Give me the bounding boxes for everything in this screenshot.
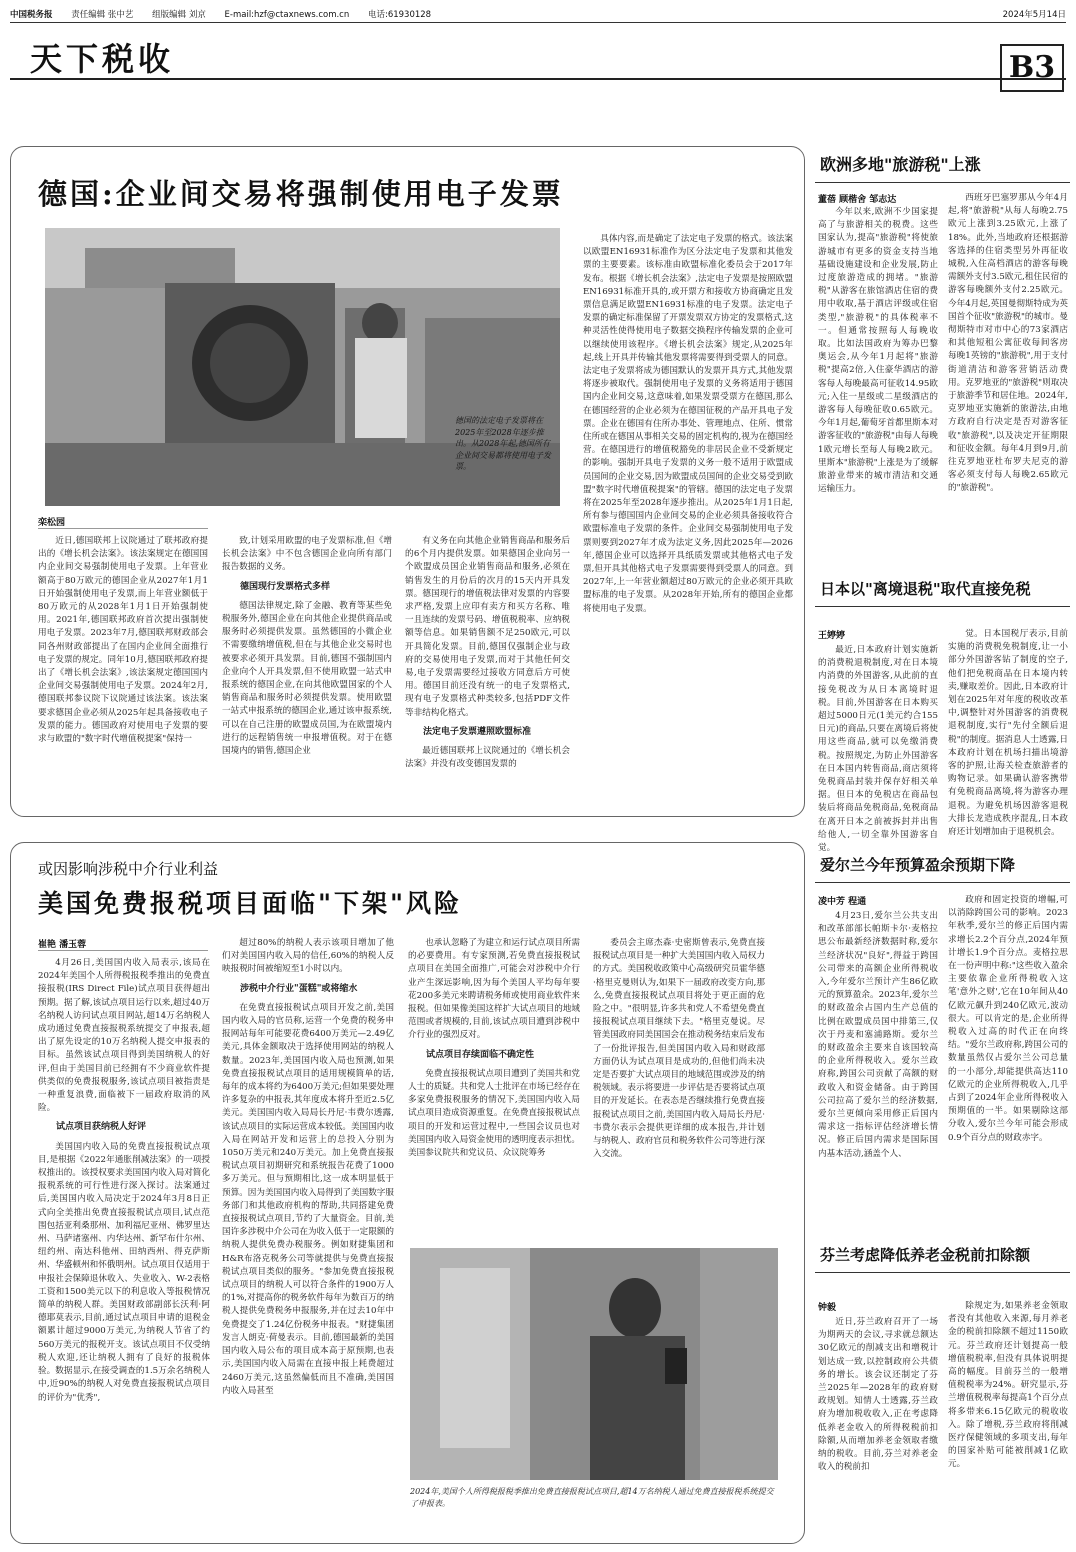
germany-photo-caption: 德国的法定电子发票将在2025年至2028年逐步推出。从2028年起,德国所有企业间交易都将使用电子发票。 [455, 416, 551, 471]
germany-col-2 [222, 535, 392, 805]
germany-byline: 栾松园 [38, 518, 66, 528]
finland-col-1-text: 近日,芬兰政府召开了一场为期两天的会议,寻求就总额达30亿欧元的削减支出和增税计划达成一致,以控制政府公共债务的增长。该会议还制定了芬兰2025年—2028年的政府财政规划。知情人士透露,芬兰政府为增加税收收入,正在考虑降低养老金收入的所得税税前扣除额,从而增加养老金领取者缴纳的税收。目前,芬兰对养老金收入的税前扣 [818, 1317, 938, 1473]
japan-rule [815, 606, 1070, 607]
germany-col-4-text: 具体内容,而是确定了法定电子发票的格式。该法案以欧盟EN16931标准作为区分法定电子发票和其他发票的主要要素。该标准由欧盟标准化委员会于2017年发布。根据《增长机会法案》,法定电子发票是按照欧盟EN16931标准开具的,或开票方和接收方协商确定且发票信息满足欧盟EN16931标准的电子发票。法定电子发票的确定标准保留了开票发票双方协定的发票格式,这种灵活性使得使用电子数据交换程序传输发票的企业可以继续使用该程序。《增长机会法案》规定,从2025年起,线上开具并传输其他发票将需要得到受票人的同意。法定电子发票将成为德国默认的发票开具方式,其他发票将逐步被取代。强制使用电子发票的义务将适用于德国国内企业间交易,这意味着,如果发票受票方在德国,那么在德国经营的企业必须为在德国征税的产品开具电子发票。企业在德国有住所办事处、管理地点、住所、惯常住所或在德国从事相关交易的固定机构的,视为在德国经营。在德国进行的增值税豁免的非居民企业不受新规定的影响。强制开具电子发票的义务一般不适用于欧盟成员国间的企业交易,因为欧盟成员国间的企业交易受到欧盟"数字时代增值税提案"的管辖。德国的法定电子发票将在2025年至2028年逐步推出。从2025年1月1日起,所有参与德国国内企业间交易的企业必须具备接收符合欧盟标准电子发票的条件。企业间交易强制使用电子发票则要到2027年才成为法定义务,因此2025年—2026年,德国企业可以选择开具纸质发票或其他格式电子发票,但开具其他格式电子发票需要得到受票人的同意。到2027年,上一年营业额超过80万欧元的企业必须开具欧盟标准的电子发票。从2028年开始,所有的德国企业都将使用电子发票。 [583, 234, 793, 614]
us-col-2b-text: 在免费直接报税试点项目开发之前,美国国内收入局的官员称,运营一个免费的税务申报网站每年可能要花费6400万美元—2.49亿美元,具体金额取决于选择使用网站的纳税人数量。2023年,美国国内收入局也预测,如果免费直接报税试点项目的适用规模简单的话,每年的成本将约为6400万美元;但如果要处理许多复杂的申报表,其年度成本将升至近2.5亿美元。美国国内收入局局长丹尼·韦费尔透露,该试点项目的实际运营成本较低。美国国内收入局在网站开发和运营上的总投入分别为1050万美元和240万美元。加上免费直接报税试点项目初期研究和系统报告花费了1000多万美元。但与预期相比,这一成本明显低于预算。因为美国国内收入局得到了美国数字服务部门和其他政府机构的帮助,共同搭建免费直接报税试点项目,节约了大量资金。目前,美国许多涉税中介公司在为收入低于一定限额的纳税人提供免费办税服务。例如财捷集团和H&R布洛克税务公司等就提供与免费直接报税试点项目类似的服务。"参加免费直接报税试点项目的纳税人可以符合条件的1900万人的1%,对提高你的税务软件每年为数百万的纳税人提供免费税务申报服务,并在过去10年中免费提交了1.24亿份税务申报表。"财捷集团发言人朗克·荷曼表示。目前,德国最新的美国国内收入局公布的项目成本高于原预期,也表示,美国国内收入局需在直接申报上耗费超过2460万美元,这虽然偏低而且不准确,美国国内收入局甚至 [222, 1002, 394, 1396]
finland-byline: 钟毅 [818, 1303, 837, 1313]
us-col-4-text: 委员会主席杰森·史密斯曾表示,免费直接报税试点项目是一种扩大美国国内收入局权力的方式。美国税收政策中心高级研究员霍华德·格里克曼则认为,如果下一届政府改变方向,那么,免费直接报税试点项目将处于更正面的危险之中。"很明显,许多共和党人不希望免费直接报税试点项目继续下去。"格里克曼说。尽管美国政府同美国国会在推动税务结束后发布了一份批评报告,但美国国内收入局和财政部方面仍认为试点项目是成功的,但他们尚未决定是否要扩大试点项目的地域范围或涉及的纳税领域。表示将要进一步评估是否要将试点项目的开发延长。在表态是否继续推行免费直接报税试点项目之前,美国国内收入局局长丹尼·韦费尔表示会提供更详细的成本报告,并计划与纳税人、政府官员和税务软件公司等进行深入交流。 [593, 938, 765, 1160]
email: E-mail:hzf@ctaxnews.com.cn [224, 10, 350, 20]
us-col-1b-text: 美国国内收入局的免费直接报税试点项目,是根据《2022年通胀削减法案》的一项授权推出的。该授权要求美国国内收入局对简化报税系统的可行性进行深入探讨。法案通过后,美国国内收入局决定于2024年3月8日正式向全美推出免费直接报税试点项目,试点范围包括亚利桑那州、加利福尼亚州、佛罗里达州、马萨诸塞州、内华达州、新罕布什尔州、纽约州、南达科他州、田纳西州、得克萨斯州、华盛顿州和怀俄明州。试点项目仅适用于申报社会保障退休收入、失业收入、W-2表格工资和1500美元以下的利息收入等报税情况简单的纳税人群。美国财政部副部长沃利·阿德耶莫表示,目前,通过试点项目申请的退税金额累计超过9000万美元,为纳税人节省了约560万美元的报税开支。该试点项目不仅受纳税人欢迎,还让纳税人拥有了良好的报税体验。数据显示,在接受调查的1.5万余名纳税人中,近90%的纳税人对免费直接报税试点项目的评价为"优秀", [38, 1141, 210, 1403]
us-col-3-text: 也承认忽略了为建立和运行试点项目所需的必要费用。有专家预测,若免费直接报税试点项目在美国全面推广,可能会对涉税中介行业产生深远影响,因为每个美国人平均每年要花200多美元来聘请税务师或使用商业软件来报税。但如果像美国这样扩大试点项目的地域范围或者规模的,目前,该试点项目遭到涉税中介行业的强烈反对。 [408, 938, 580, 1041]
us-byline-rule [38, 950, 208, 951]
germany-col-1 [38, 535, 208, 805]
ireland-col-2 [948, 894, 1068, 1230]
germany-col-3 [405, 535, 570, 805]
germany-byline-rule [38, 528, 208, 529]
masthead-rule [10, 22, 1066, 23]
germany-headline: 德国:企业间交易将强制使用电子发票 [38, 177, 564, 211]
europe-byline: 董蓓 顾楷舍 邹志达 [818, 195, 897, 205]
japan-col-2 [948, 628, 1068, 844]
germany-col-1-text: 近日,德国联邦上议院通过了联邦政府提出的《增长机会法案》。该法案规定在德国国内企业间交易强制使用电子发票。上年营业额高于80万欧元的德国企业从2027年1月1日开始强制使用电子发票,而上年营业额低于80万欧元的从2028年1月1日开始强制使用。2021年,德国联邦政府首次提出强制使用电子发票。2023年7月,德国联邦财政部会同各州财政部提出了在国内企业间全面推行电子发票的规定。同年10月,德国联邦政府提出了《增长机会法案》,该法案规定德国国内企业间交易强制使用电子发票。2024年2月,德国联邦参议院下议院通过该法案。该法案要求德国企业必须从2025年起具备接收电子发票的能力。德国政府对使用电子发票的要求与欧盟的"数字时代增值税提案"保持一 [38, 536, 208, 745]
us-col-1 [38, 957, 210, 1532]
ireland-rule [815, 882, 1070, 883]
europe-col-2 [948, 192, 1068, 571]
us-col-3 [408, 937, 580, 1237]
germany-col-2-text: 致,计划采用欧盟的电子发票标准,但《增长机会法案》中不包含德国企业向所有部门报告数据的义务。 [222, 536, 392, 573]
layout-editor: 组版编辑 刘京 [152, 10, 206, 20]
germany-subhead-1: 德国现行发票格式多样 [240, 581, 331, 592]
germany-col-2b-text: 德国法律规定,除了金融、教育等某些免税服务外,德国企业在向其他企业提供商品或服务时必须提供发票。虽然德国的小微企业不需要缴纳增值税,但在与其他企业交易时也被要求必须开具发票。目前,德国不强制国内企业向个人开具发票,但不使用欧盟一站式申报系统的德国企业,在向其他欧盟国家的个人销售商品和服务时必须提供发票。使用欧盟一站式申报系统的德国企业,通过该申报系统,可以在自己注册的欧盟成员国,为在欧盟境内进行的远程销售统一申报增值税。对于在德国境内的销售,德国企业 [222, 600, 392, 757]
us-col-2 [222, 937, 394, 1532]
us-col-4 [593, 937, 765, 1237]
ireland-headline: 爱尔兰今年预算盈余预期下降 [820, 856, 1016, 874]
page-code: B3 [1000, 44, 1064, 92]
finland-rule [815, 1272, 1070, 1273]
europe-col-1 [818, 206, 938, 571]
finland-col-1 [818, 1316, 938, 1542]
ireland-col-1-text: 4月23日,爱尔兰公共支出和改革部部长帕斯卡尔·麦格拉思公布最新经济数据时称,爱尔兰经济状况"良好",得益于跨国公司带来的高额企业所得税收入,今年爱尔兰预计产生86亿欧元的预算盈余。2023年,爱尔兰的财政盈余占国内生产总值的比例在欧盟成员国中排第三,仅次于丹麦和塞浦路斯。爱尔兰的财政盈余主要来自该国较高的企业所得税收入。爱尔兰政府称,跨国公司贡献了高额的财政收入和资金储备。由于跨国公司拉高了爱尔兰的经济数据,爱尔兰更倾向采用修正后国内需求这一指标评估经济增长情况。修正后国内需求是国际国内基本活动,涵盖个人、 [818, 911, 938, 1159]
us-subhead-1: 试点项目获纳税人好评 [56, 1122, 147, 1133]
us-col-2-text: 超过80%的纳税人表示该项目增加了他们对美国国内收入局的信任,60%的纳税人反映报税时间被缩短至1小时以内。 [222, 938, 394, 975]
germany-col-3-text: 有义务在向其他企业销售商品和服务后的6个月内提供发票。如果德国企业向另一个欧盟成员国企业销售商品和服务,必须在销售发生的月份后的次月的15天内开具发票。德国现行的增值税法律对发票的内容要求严格,发票上应印有卖方和买方名称、唯一且连续的发票号码、增值税税率、应纳税额等信息。如果销售额不足250欧元,可以开具简化发票。目前,德国仅强制企业与政府的交易使用电子发票,而对于其他任何交易,电子发票需要经过接收方同意后方可使用。德国目前还没有统一的电子发票格式,现有电子发票格式种类较多,包括PDF文件等非结构化格式。 [405, 536, 570, 718]
japan-headline: 日本以"离境退税"取代直接免税 [820, 580, 1031, 598]
masthead [10, 8, 1066, 22]
us-subhead-3: 试点项目存续面临不确定性 [426, 1049, 535, 1060]
germany-subhead-2: 法定电子发票遵照欧盟标准 [423, 726, 532, 737]
germany-col-3b-text: 最近德国联邦上议院通过的《增长机会法案》并没有改变德国发票的 [405, 746, 570, 770]
us-col-3b-text: 免费直接报税试点项目遭到了美国共和党人士的质疑。共和党人士批评在市场已经存在多家免费报税服务的情况下,美国国内收入局试点项目造成资源重复。在免费直接报税试点项目的开发和运营过程中,一些国会议员也对美国国内收入局资金使用的透明度表示担忧。美国参议院共和党议员、众议院筹务 [408, 1068, 580, 1159]
europe-col-1-text: 今年以来,欧洲不少国家提高了与旅游相关的税费。这些国家认为,提高"旅游税"将使旅游城市有更多的资金支持当地基础设施建设和企业发展,防止过度旅游造成的拥堵。"旅游税"从游客在旅馆酒店住宿的费用中收取,基于酒店评级或住宿类型,"旅游税"的具体税率不一。但通常按照每人每晚收取。比如法国政府为筹办巴黎奥运会,从今年1月起将"旅游税"提高2倍,入住豪华酒店的游客每人每晚最高可征收14.95欧元;入住一星级或二星级酒店的游客每人每晚征收0.65欧元。今年1月起,葡萄牙首都里斯本对游客征收的"旅游税"由每人每晚1欧元增长至每人每晚2欧元。里斯本"旅游税"上涨是为了缓解旅游业带来的城市清洁和交通运输压力。 [818, 207, 938, 495]
man-with-phone-image [410, 1248, 778, 1480]
finland-col-2 [948, 1300, 1068, 1542]
us-col-1-text: 4月26日,美国国内收入局表示,该局在2024年美国个人所得税报税季推出的免费直接报税(IRS Direct File)试点项目获得超出预期。据了解,该试点项目运行以来,超过40万名纳税人访问试点项目网站,超14万名纳税人成功通过免费直接报税系统提交了申报表,超出了原先设定的10万名纳税人提交申报表的目标。虽然该试点项目得到美国纳税人的好评,但由于美国目前已经拥有不少商业软件提供类似的免费报税服务,该试点项目被指责是一种重复浪费,面临被下一届政府取消的风险。 [38, 958, 210, 1114]
us-byline: 崔艳 潘玉蓉 [38, 940, 87, 950]
section-title: 天下税收 [30, 40, 175, 78]
japan-col-2-text: 觉。日本国税厅表示,目前实施的消费税免税制度,让一小部分外国游客钻了制度的空子,他们把免税商品在日本境内转卖,赚取差价。因此,日本政府计划在2025年对年度的税收改革中,调整针对外国游客的消费税退税制度,实行"先付全额后退税"的制度。据消息人士透露,日本政府计划在机场扫描出境游客的护照,让海关检查旅游者的购物记录。如果确认游客携带有免税商品离境,将为游客办理退税。为避免机场因游客退税大排长龙造成秩序混乱,日本政府还计划增加由于退税机会。 [948, 629, 1068, 838]
us-headline: 美国免费报税项目面临"下架"风险 [38, 889, 463, 918]
editor: 责任编辑 张中艺 [71, 10, 134, 20]
phone: 电话:61930128 [367, 10, 432, 20]
paper-name: 中国税务报 [10, 10, 53, 20]
europe-headline: 欧洲多地"旅游税"上涨 [820, 155, 981, 174]
japan-col-1 [818, 644, 938, 854]
europe-rule [815, 182, 1070, 183]
europe-col-2-text: 西班牙巴塞罗那从今年4月起,将"旅游税"从每人每晚2.75欧元上涨到3.25欧元,上涨了18%。此外,当地政府还根据游客选择的住宿类型另外再征收城税,入住高档酒店的游客每晚需额外支付3.5欧元,租住民宿的游客每晚额外支付2.25欧元。今年4月起,英国曼彻斯特成为英国首个征收"旅游税"的城市。曼彻斯特市对市中心的73家酒店和其他短租公寓征收每间客房每晚1英镑的"旅游税",用于支付街道清洁和游客营销活动费用。克罗地亚的"旅游税"则取决于旅游季节和居住地。2024年,克罗地亚实施新的旅游法,由地方政府自行决定是否对游客征收"旅游税",以及决定开征期限和征收金额。每年4月到9月,前往克罗地亚杜布罗夫尼克的游客必须支付每人每晚2.65欧元的"旅游税"。 [948, 193, 1068, 494]
finland-headline: 芬兰考虑降低养老金税前扣除额 [820, 1246, 1031, 1264]
us-subhead-2: 涉税中介行业"蛋糕"或将缩水 [240, 983, 358, 994]
us-photo-caption: 2024年,美国个人所得税报税季推出免费直接报税试点项目,超14万名纳税人通过免费直接报税系统提交了申报表。 [410, 1487, 774, 1508]
germany-col-4 [583, 233, 793, 805]
japan-col-1-text: 最近,日本政府计划实施新的消费税退税制度,对在日本境内消费的外国游客,从此前的直接免税改为从日本离境时退税。目前,外国游客在日本购买超过5000日元(1美元约合155日元)的商品,只要在离境后将使用这些商品,就可以免缴消费税。按照规定,为防止外国游客在日本国内转售商品,商店须将免税商品封装并保存好相关单据。但日本的免税店在商品包装后将商品免税商品,免税商品在离开日本之前被拆封并出售给他人,一切全靠外国游客自觉。 [818, 645, 938, 854]
issue-date: 2024年5月14日 [1002, 10, 1066, 20]
finland-col-2-text: 除规定为,如果养老金领取者没有其他收入来源,每月养老金的税前扣除额不超过1150欧元。芬兰政府还计划提高一般增值税税率,但没有具体说明提高的幅度。目前芬兰的一般增值税税率为24%。研究显示,芬兰增值税税率每提高1个百分点将多带来6.15亿欧元的税收收入。除了增税,芬兰政府将削减医疗保健领域的多项支出,每年的国家补贴可能被削减1亿欧元。 [948, 1301, 1068, 1470]
ireland-col-1 [818, 910, 938, 1230]
ireland-byline: 凌中芳 程通 [818, 897, 867, 907]
us-photo [410, 1248, 778, 1480]
section-rule [10, 78, 1066, 80]
us-kicker: 或因影响涉税中介行业利益 [38, 860, 219, 878]
ireland-col-2-text: 政府和固定投资的增幅,可以消除跨国公司的影响。2023年秋季,爱尔兰的修正后国内需求增长2.2个百分点,2024年预计增长1.9个百分点。麦格拉思在一份声明中称:"这些收入盈余主要依靠企业所得税收入这笔'意外之财',它在10年间从40亿欧元飙升到240亿欧元,波动很大。可以肯定的是,企业所得税收入过高的时代正在向终结。"爱尔兰政府称,跨国公司的数量虽然仅占爱尔兰公司总量的一小部分,却能提供高达110亿欧元的企业所得税收入,几乎占到了2024年企业所得税收入预期值的一半。如果剔除这部分收入,爱尔兰今年可能会形成0.9个百分点的财政赤字。 [948, 895, 1068, 1143]
japan-byline: 王婷婷 [818, 631, 846, 641]
